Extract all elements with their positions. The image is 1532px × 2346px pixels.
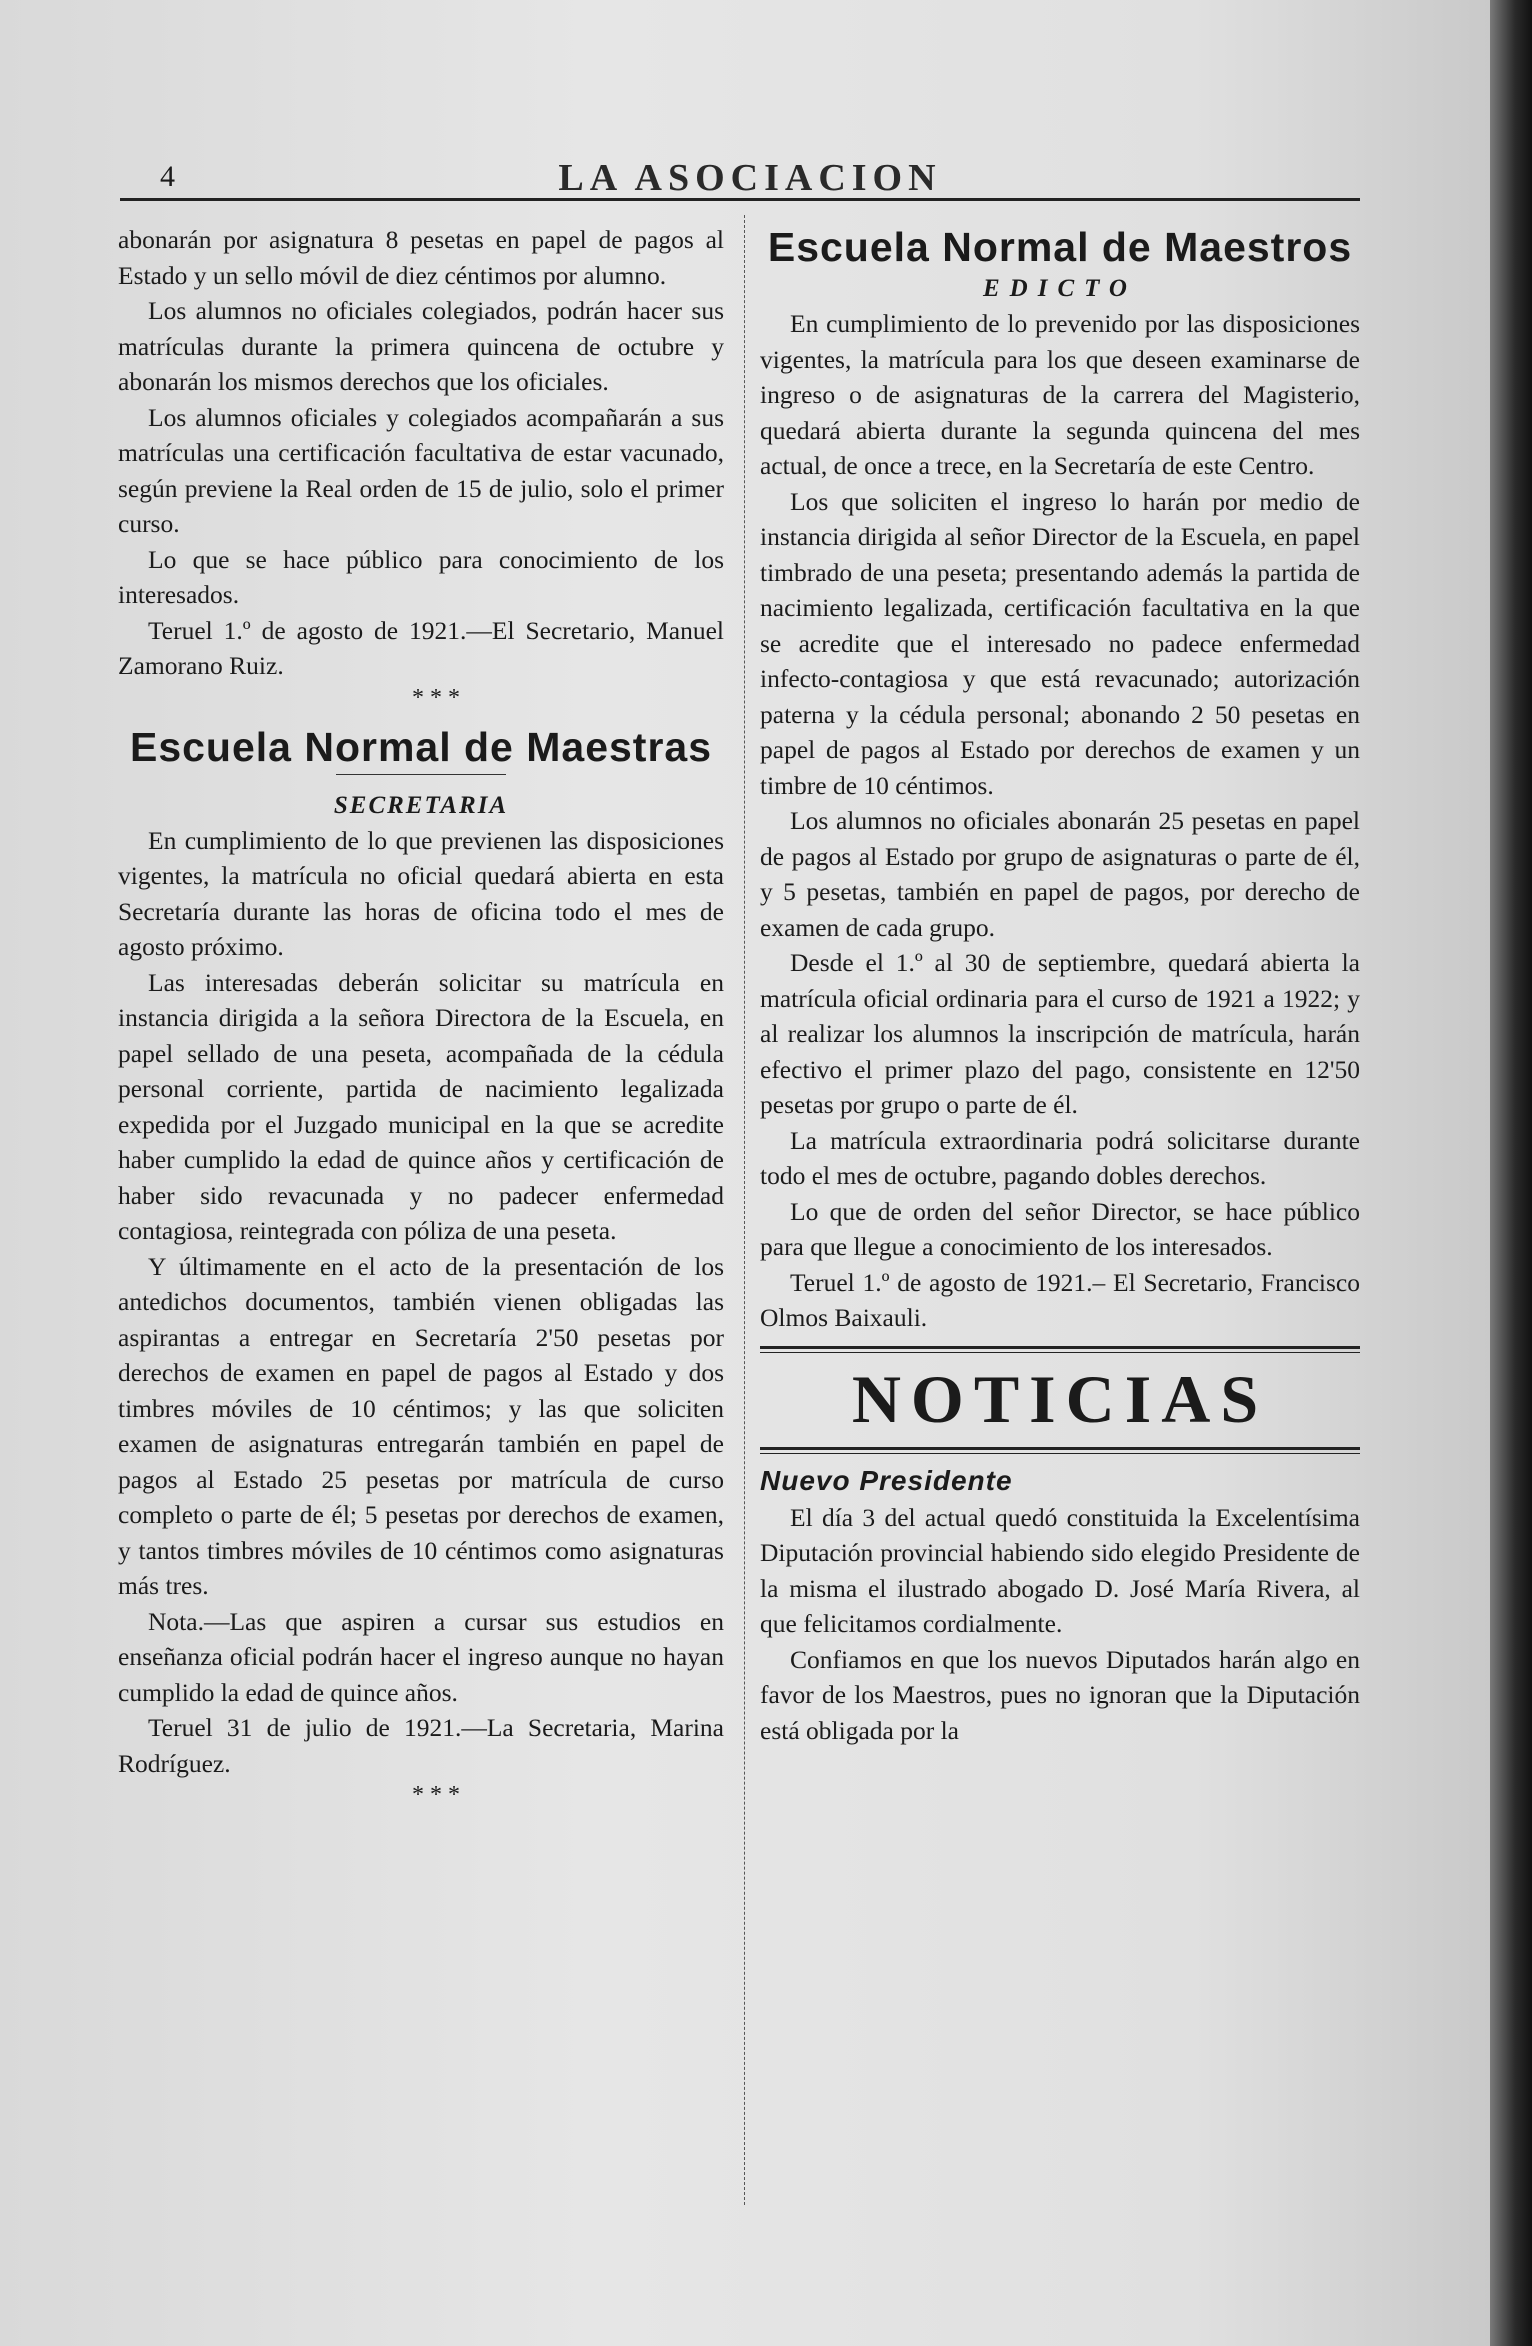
subhead-secretaria: SECRETARIA xyxy=(333,791,509,819)
subhead-edicto: EDICTO xyxy=(982,275,1137,302)
section-title-maestros: Escuela Normal de Maestros xyxy=(767,224,1353,270)
noticias-rule xyxy=(760,1346,1360,1353)
header-rule xyxy=(120,198,1360,201)
page-number: 4 xyxy=(160,160,175,193)
right-column xyxy=(760,222,1360,1748)
intro-paragraph: Los alumnos oficiales y colegiados acompañarán a sus matrículas una certificación facultativa de estar vacunado, según previene la Real orden de 15 de julio, solo el primer curso. xyxy=(118,402,724,538)
noticias-title: NOTICIAS xyxy=(851,1360,1269,1437)
noticias-rule-bottom xyxy=(760,1447,1360,1454)
signature-paragraph: Teruel 31 de julio de 1921.—La Secretaria, Marina Rodríguez. xyxy=(118,1713,724,1778)
body-paragraph: En cumplimiento de lo prevenido por las disposiciones vigentes, la matrícula para los que deseen examinarse de ingreso o de asignaturas de la carrera del Magisterio, quedará abierta durante la segunda quincena del mes actual, de once a trece, en la Secretaría de este Centro. xyxy=(760,309,1360,480)
body-paragraph: En cumplimiento de lo que previenen las disposiciones vigentes, la matrícula no oficial quedará abierta en esta Secretaría durante las horas de oficina todo el mes de agosto próximo. xyxy=(118,825,724,961)
section-separator: * * * xyxy=(412,684,460,711)
news-paragraph: Confiamos en que los nuevos Diputados harán algo en favor de los Maestros, pues no ignoran que la Diputación está obligada por la xyxy=(760,1644,1360,1745)
section-title-maestras: Escuela Normal de Maestras xyxy=(129,723,713,770)
note-paragraph: Nota.—Las que aspiren a cursar sus estudios en enseñanza oficial podrán hacer el ingreso aunque no hayan cumplido la edad de quince años. xyxy=(118,1606,724,1707)
signature-paragraph: Teruel 1.º de agosto de 1921.—El Secretario, Manuel Zamorano Ruiz. xyxy=(118,615,724,680)
page-edge-shadow xyxy=(1490,0,1532,2346)
headline-nuevo-presidente: Nuevo Presidente xyxy=(760,1464,1013,1496)
left-column xyxy=(118,222,724,1809)
column-divider xyxy=(744,215,745,2205)
news-paragraph: El día 3 del actual quedó constituida la Excelentísima Diputación provincial habiendo sido elegido Presidente de la misma el ilustrado abogado D. José María Rivera, al que felicitamos cordialmente. xyxy=(760,1502,1360,1638)
intro-paragraph: abonarán por asignatura 8 pesetas en papel de pagos al Estado y un sello móvil de diez céntimos por alumno. xyxy=(118,225,724,290)
signature-paragraph: Teruel 1.º de agosto de 1921.– El Secretario, Francisco Olmos Baixauli. xyxy=(760,1267,1360,1332)
intro-paragraph: Los alumnos no oficiales colegiados, podrán hacer sus matrículas durante la primera quincena de octubre y abonarán los mismos derechos que los oficiales. xyxy=(118,296,724,396)
body-paragraph: Las interesadas deberán solicitar su matrícula en instancia dirigida a la señora Directora de la Escuela, en papel sellado de una peseta, acompañada de la cédula personal corriente, partida de nacimiento legalizada expedida por el Juzgado municipal en la que se acredite haber cumplido la edad de quince años y certificación de haber sido revacunada y no padecer enfermedad contagiosa, reintegrada con póliza de una peseta. xyxy=(118,967,724,1245)
body-paragraph: Los que soliciten el ingreso lo harán por medio de instancia dirigida al señor Director de la Escuela, en papel timbrado de una peseta; presentando además la partida de nacimiento legalizada, certificación facultativa en la que se acredite que el interesado no padece enfermedad infecto-contagiosa y que está revacunado; autorización paterna y la cédula personal; abonando 2 50 pesetas en papel de pagos al Estado por derechos de examen y un timbre de 10 céntimos. xyxy=(760,486,1360,800)
intro-paragraph: Lo que se hace público para conocimiento de los interesados. xyxy=(118,544,724,609)
title-underline xyxy=(336,774,506,775)
body-paragraph: Y últimamente en el acto de la presentación de los antedichos documentos, también vienen obligadas las aspirantas a entregar en Secretaría 2'50 pesetas por derechos de examen en papel de pagos al Estado y dos timbres móviles de 10 céntimos; y las que soliciten examen de asignaturas entregarán también en papel de pagos al Estado 25 pesetas por matrícula de curso completo o parte de él; 5 pesetas por derechos de examen, y tantos timbres móviles de 10 céntimos como asignaturas más tres. xyxy=(118,1251,724,1600)
end-separator: * * * xyxy=(412,1782,460,1808)
body-paragraph: La matrícula extraordinaria podrá solicitarse durante todo el mes de octubre, pagando dobles derechos. xyxy=(760,1125,1360,1190)
masthead-title: LA ASOCIACION xyxy=(558,157,942,199)
page-header xyxy=(150,150,1350,200)
body-paragraph: Desde el 1.º al 30 de septiembre, quedará abierta la matrícula oficial ordinaria para el curso de 1921 a 1922; y al realizar los alumnos la inscripción de matrícula, harán efectivo el primer plazo del pago, consistente en 12'50 pesetas por grupo o parte de él. xyxy=(760,948,1360,1119)
body-paragraph: Los alumnos no oficiales abonarán 25 pesetas en papel de pagos al Estado por grupo de asignaturas o parte de él, y 5 pesetas, también en papel de pagos, por derecho de examen de cada grupo. xyxy=(760,806,1360,942)
body-paragraph: Lo que de orden del señor Director, se hace público para que llegue a conocimiento de los interesados. xyxy=(760,1196,1360,1261)
